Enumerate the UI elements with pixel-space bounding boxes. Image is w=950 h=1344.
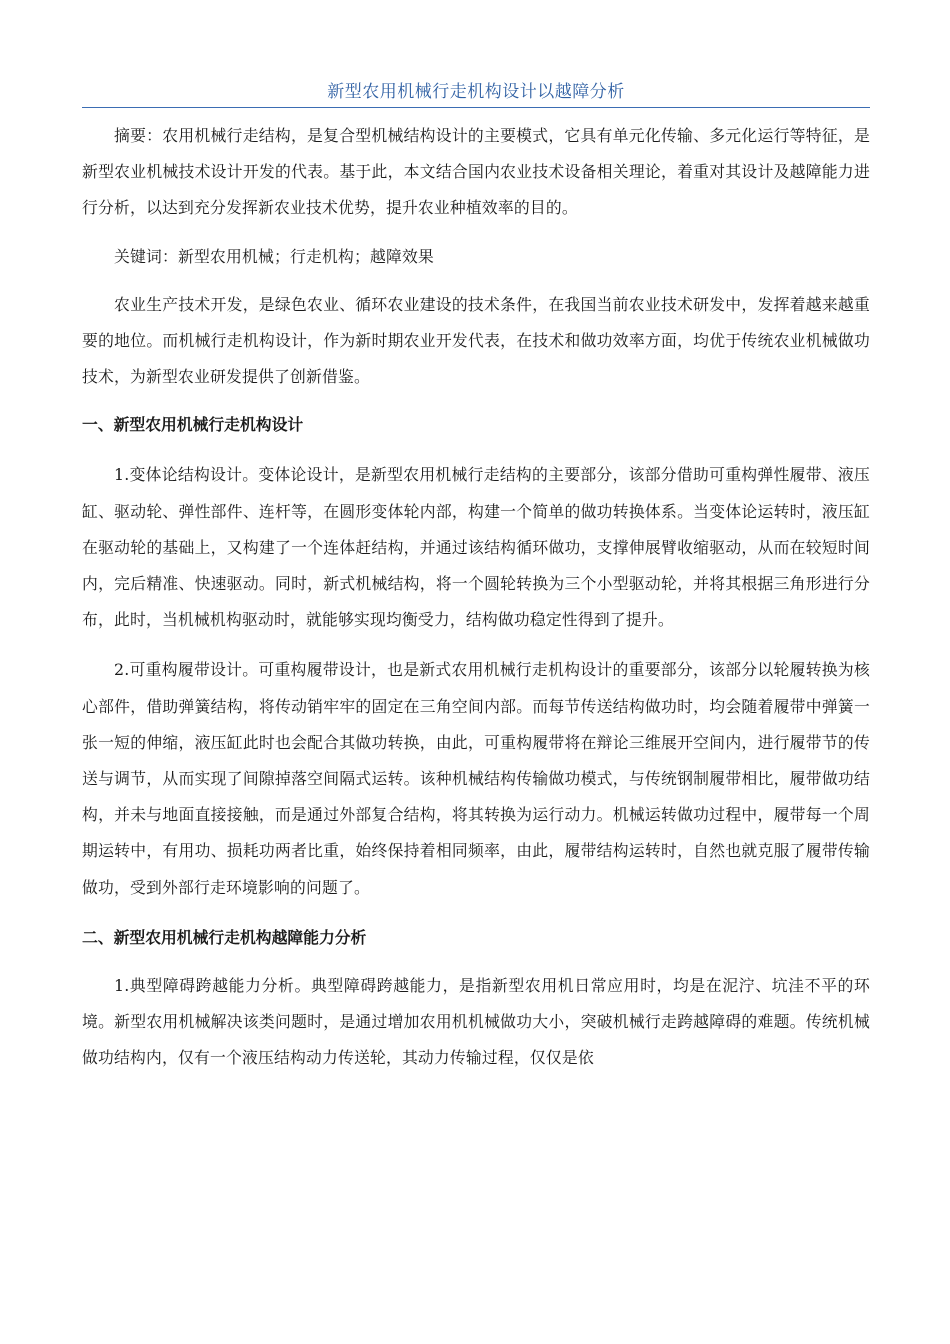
section-heading-obstacle-analysis: 二、新型农用机械行走机构越障能力分析 xyxy=(82,927,367,947)
keywords-paragraph: 关键词：新型农用机械；行走机构；越障效果 xyxy=(114,246,434,266)
document-page xyxy=(82,78,870,1076)
body-paragraph: 2.可重构履带设计。可重构履带设计，也是新式农用机械行走机构设计的重要部分，该部分以轮履转换为核心部件，借助弹簧结构，将传动销牢牢的固定在三角空间内部。而每节传送结构做功时，均会随着履带中弹簧一张一短的伸缩，液压缸此时也会配合其做功转换，由此，可重构履带将在辩论三维展开空间内，进行履带节的传送与调节，从而实现了间隙掉落空间隔式运转。该种机械结构传输做功模式，与传统钢制履带相比，履带做功结构，并未与地面直接接触，而是通过外部复合结构，将其转换为运行动力。机械运转做功过程中，履带每一个周期运转中，有用功、损耗功两者比重，始终保持着相同频率，由此，履带结构运转时，自然也就克服了履带传输做功，受到外部行走环境影响的问题了。 xyxy=(82,660,870,897)
body-paragraph: 1.变体论结构设计。变体论设计，是新型农用机械行走结构的主要部分，该部分借助可重构弹性履带、液压缸、驱动轮、弹性部件、连杆等，在圆形变体轮内部，构建一个简单的做功转换体系。当变体论运转时，液压缸在驱动轮的基础上，又构建了一个连体赶结构，并通过该结构循环做功，支撑伸展臂收缩驱动，从而在较短时间内，完后精准、快速驱动。同时，新式机械结构，将一个圆轮转换为三个小型驱动轮，并将其根据三角形进行分布，此时，当机械机构驱动时，就能够实现均衡受力，结构做功稳定性得到了提升。 xyxy=(82,465,870,630)
running-header-title: 新型农用机械行走机构设计以越障分析 xyxy=(327,82,625,102)
header-divider xyxy=(82,107,870,108)
abstract-paragraph: 摘要：农用机械行走结构，是复合型机械结构设计的主要模式，它具有单元化传输、多元化运行等特征，是新型农业机械技术设计开发的代表。基于此，本文结合国内农业技术设备相关理论，着重对其设计及越障能力进行分析，以达到充分发挥新农业技术优势，提升农业种植效率的目的。 xyxy=(82,126,870,218)
intro-paragraph: 农业生产技术开发，是绿色农业、循环农业建设的技术条件，在我国当前农业技术研发中，发挥着越来越重要的地位。而机械行走机构设计，作为新时期农业开发代表，在技术和做功效率方面，均优于传统农业机械做功技术，为新型农业研发提供了创新借鉴。 xyxy=(82,294,870,387)
section-heading-design: 一、新型农用机械行走机构设计 xyxy=(82,415,304,435)
body-paragraph: 1.典型障碍跨越能力分析。典型障碍跨越能力，是指新型农用机日常应用时，均是在泥泞、坑洼不平的环境。新型农用机械解决该类问题时，是通过增加农用机机械做功大小，突破机械行走跨越障碍的难题。传统机械做功结构内，仅有一个液压结构动力传送轮，其动力传输过程，仅仅是依 xyxy=(82,975,870,1068)
